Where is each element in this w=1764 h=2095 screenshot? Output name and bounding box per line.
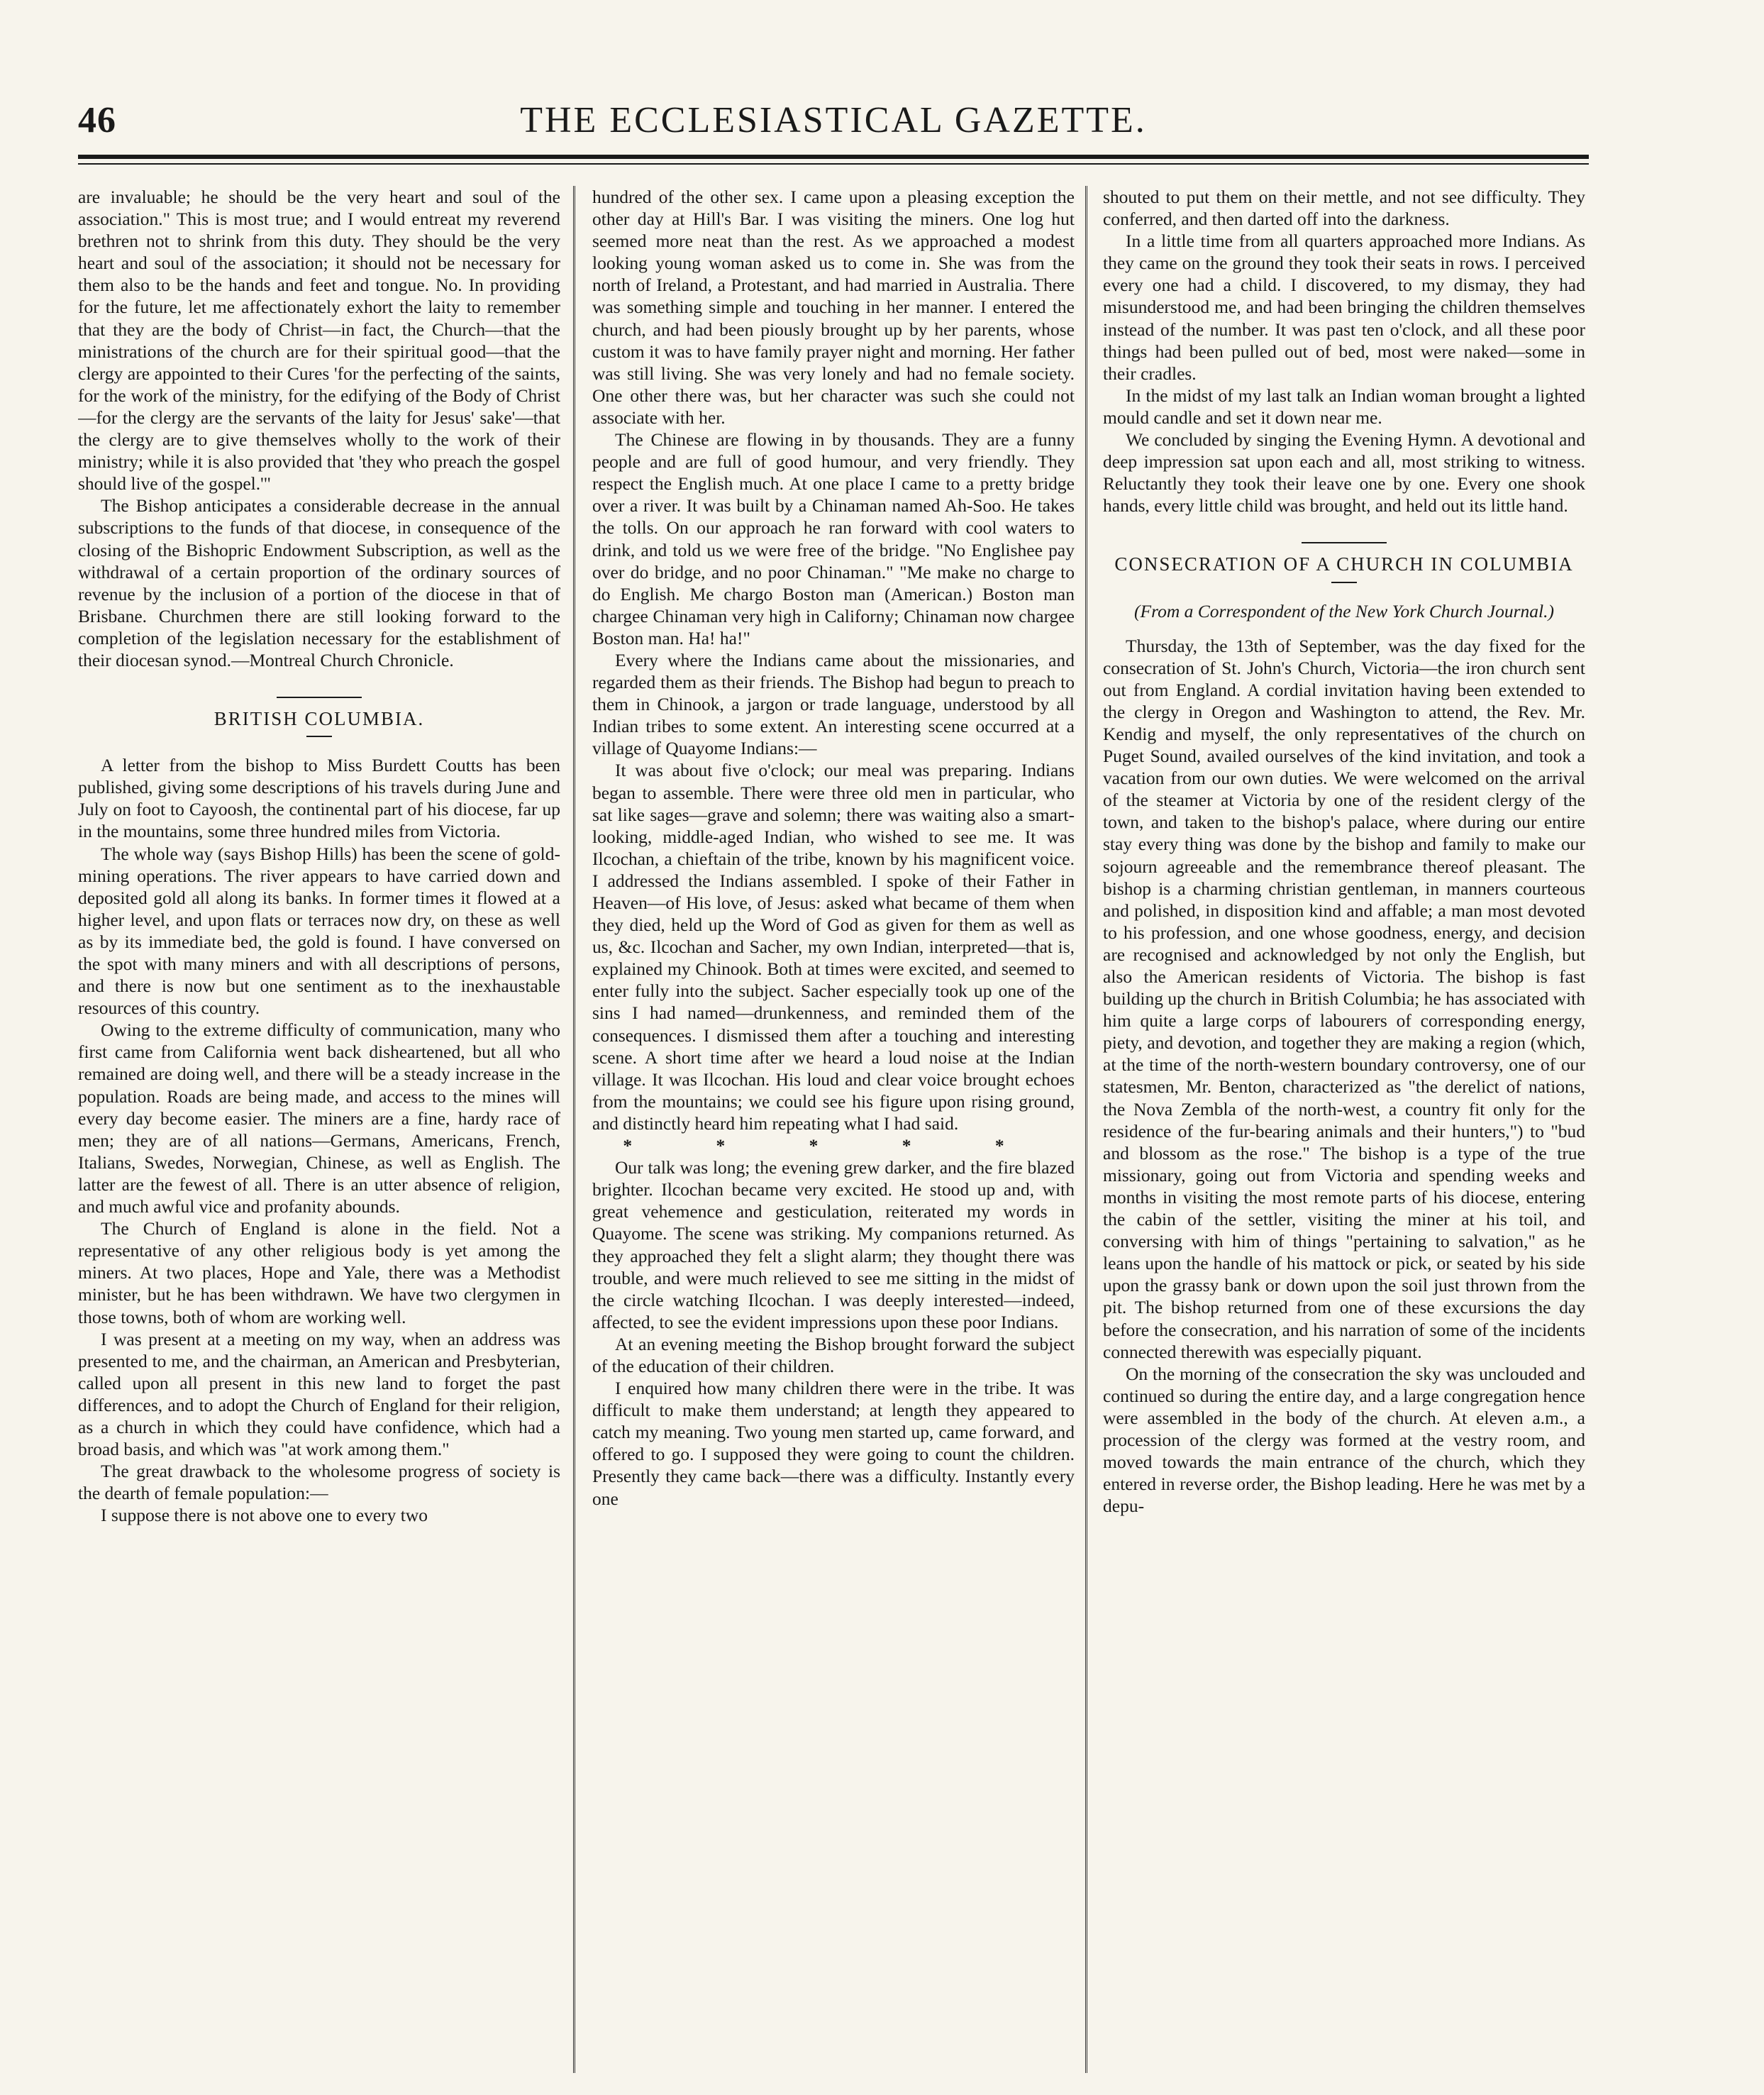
section-divider xyxy=(277,697,362,698)
spacer xyxy=(1103,622,1585,635)
paragraph: We concluded by singing the Evening Hymn. A devotional and deep impression sat upon each and all, most striking to witness. Reluctantly they took their leave one by one. Every one shook hands, every little child was brought, and held out its little hand. xyxy=(1103,429,1585,516)
heading-underline xyxy=(306,736,332,737)
paragraph: A letter from the bishop to Miss Burdett Coutts has been published, giving some descriptions of his travels during June and July on foot to Cayoosh, the continental part of his diocese, far up in the mountains, some three hundred miles from Victoria. xyxy=(78,755,560,842)
paragraph: At an evening meeting the Bishop brought forward the subject of the education of their children. xyxy=(592,1333,1075,1376)
paragraph: The great drawback to the wholesome progress of society is the dearth of female population:— xyxy=(78,1461,560,1504)
paragraph: I enquired how many children there were in the tribe. It was difficult to make them understand; at length they appeared to catch my meaning. Two young men started up, came forward, and offered to go. I supposed they were going to count the children. Presently they came back—there was a difficulty. Instantly every one xyxy=(592,1378,1075,1509)
section-divider xyxy=(1302,542,1387,543)
paragraph: I was present at a meeting on my way, when an address was presented to me, and the chairman, an American and Presbyterian, called upon all present in this new land to forget the past differences, and to adopt the Church of England for their religion, as a church in which they could have confidence, which had a broad basis, and which was "at work among them." xyxy=(78,1328,560,1460)
article-byline: (From a Correspondent of the New York Church Journal.) xyxy=(1134,600,1554,621)
paragraph: The whole way (says Bishop Hills) has been the scene of gold-mining operations. The river appears to have carried down and deposited gold all along its banks. In former times it flowed at a higher level, and upon flats or terraces now dry, on these as well as by its immediate bed, the gold is found. I have conversed on the spot with many miners and with all descriptions of persons, and there is now but one sentiment as to the inexhaustable resources of this country. xyxy=(78,843,560,1019)
column-right xyxy=(1103,186,1585,2087)
masthead xyxy=(78,99,1589,149)
paragraph: shouted to put them on their mettle, and not see difficulty. They conferred, and then darted off into the darkness. xyxy=(1103,187,1585,230)
paragraph: In the midst of my last talk an Indian woman brought a lighted mould candle and set it down near me. xyxy=(1103,385,1585,428)
paragraph: hundred of the other sex. I came upon a pleasing exception the other day at Hill's Bar. I was visiting the miners. One log hut seemed more neat than the rest. As we approached a modest looking young woman asked us to come in. She was from the north of Ireland, a Protestant, and had married in Australia. There was something simple and touching in her manner. I entered the church, and had been piously brought up by her parents, whose custom it was to have family prayer night and morning. Her father was still living. She was very lonely and had no female society. One other there was, but her character was such she could not associate with her. xyxy=(592,187,1075,428)
section-break-stars: * * * * * xyxy=(623,1135,1044,1156)
paragraph: Owing to the extreme difficulty of communication, many who first came from California went back disheartened, but all who remained are doing well, and there will be a steady increase in the population. Roads are being made, and access to the mines will every day become easier. The miners are a fine, hardy race of men; they are of all nations—Germans, Americans, French, Italians, Swedes, Norwegian, Chinese, as well as English. The latter are the fewest of all. There is an utter absence of religion, and much awful vice and profanity abounds. xyxy=(78,1019,560,1217)
paragraph: Our talk was long; the evening grew darker, and the fire blazed brighter. Ilcochan became very excited. He stood up and, with great vehemence and gesticulation, reiterated my words in Quayome. The scene was striking. My companions returned. As they approached they felt a slight alarm; they thought there was trouble, and were much relieved to see me sitting in the midst of the circle watching Ilcochan. I was deeply interested—indeed, affected, to see the evident impressions upon these poor Indians. xyxy=(592,1157,1075,1332)
paragraph: The Chinese are flowing in by thousands. They are a funny people and are full of good humour, and very friendly. They respect the English much. At one place I came to a pretty bridge over a river. It was built by a Chinaman named Ah-Soo. He takes the tolls. On our approach he ran forward with cool waters to drink, and told us we were free of the bridge. "No Englishee pay over do bridge, and no poor Chinaman." "Me make no charge to do English. Me chargo Boston man (American.) Boston man chargee Chinaman very high in Californy; Chinaman now chargee Boston man. Ha! ha!" xyxy=(592,429,1075,648)
masthead-rule-thin xyxy=(78,163,1589,165)
masthead-rule-thick xyxy=(78,155,1589,159)
paragraph: Every where the Indians came about the missionaries, and regarded them as their friends. The Bishop had begun to preach to them in Chinook, a jargon or trade language, understood by all Indian tribes to some extent. An interesting scene occurred at a village of Quayome Indians:— xyxy=(592,649,1075,759)
section-heading-consecration: CONSECRATION OF A CHURCH IN COLUMBIA xyxy=(1114,553,1574,575)
paragraph: The Bishop anticipates a considerable decrease in the annual subscriptions to the funds of that diocese, in consequence of the closing of the Bishopric Endowment Subscription, as well as the withdrawal of a certain proportion of the ordinary sources of revenue by the inclusion of a portion of the diocese in that of Brisbane. Churchmen there are still looking forward to the completion of the legislation necessary for the establishment of their diocesan synod.—Montreal Church Chronicle. xyxy=(78,495,560,670)
section-heading-british-columbia: BRITISH COLUMBIA. xyxy=(213,708,425,730)
heading-underline xyxy=(1331,582,1357,583)
paragraph: It was about five o'clock; our meal was preparing. Indians began to assemble. There were three old men in particular, who sat like sages—grave and solemn; there was waiting also a smart-looking, middle-aged Indian, who wished to see me. It was Ilcochan, a chieftain of the tribe, known by his magnificent voice. I addressed the Indians assembled. I spoke of their Father in Heaven—of His love, of Jesus: asked what became of them when they died, held up the Word of God as given for them as well as us, &c. Ilcochan and Sacher, my own Indian, interpreted—that is, explained my Chinook. Both at times were excited, and seemed to enter fully into the subject. Sacher especially took up one of the sins I had named—drunkenness, and reminded them of the consequences. I dismissed them after a touching and interesting scene. A short time after we heard a loud noise at the Indian village. It was Ilcochan. His loud and clear voice brought echoes from the mountains; we could see his figure upon rising ground, and distinctly heard him repeating what I had said. xyxy=(592,760,1075,1134)
paragraph: In a little time from all quarters approached more Indians. As they came on the ground they took their seats in rows. I perceived every one had a child. I discovered, to my dismay, they had misunderstood me, and had been bringing the children themselves instead of the number. It was past ten o'clock, and all these poor things had been pulled out of bed, most were naked—some in their cradles. xyxy=(1103,231,1585,384)
page-number: 46 xyxy=(78,100,116,140)
column-middle xyxy=(592,186,1075,2087)
paragraph: are invaluable; he should be the very heart and soul of the association." This is most true; and I would entreat my reverend brethren not to shrink from this duty. They should be the very heart and soul of the association; it should not be necessary for them also to be the hands and feet and tongue. No. In providing for the future, let me affectionately exhort the laity to remember that they are the body of Christ—in fact, the Church—that the ministrations of the church are for their spiritual good—that the clergy are appointed to their Cures 'for the perfecting of the saints, for the work of the ministry, for the edifying of the Body of Christ—for the clergy are the servants of the laity for Jesus' sake'—that the clergy are to give themselves wholly to the work of their ministry; while it is also provided that 'they who preach the gospel should live of the gospel.'" xyxy=(78,187,560,494)
publication-title: THE ECCLESIASTICAL GAZETTE. xyxy=(520,100,1147,140)
paragraph: I suppose there is not above one to every two xyxy=(101,1505,428,1526)
column-divider-left xyxy=(573,186,575,2073)
paragraph: On the morning of the consecration the sky was unclouded and continued so during the entire day, and a large congregation hence were assembled in the body of the church. At eleven a.m., a procession of the clergy was formed at the vestry room, and moved towards the main entrance of the church, which they entered in reverse order, the Bishop leading. Here he was met by a depu- xyxy=(1103,1363,1585,1517)
column-left xyxy=(78,186,560,2087)
paragraph: The Church of England is alone in the field. Not a representative of any other religious body is yet among the miners. At two places, Hope and Yale, there was a Methodist minister, but he has been withdrawn. We have two clergymen in those towns, both of whom are working well. xyxy=(78,1218,560,1327)
paragraph: Thursday, the 13th of September, was the day fixed for the consecration of St. John's Church, Victoria—the iron church sent out from England. A cordial invitation having been extended to the clergy in Oregon and Washington to attend, the Rev. Mr. Kendig and myself, the only representatives of the church on Puget Sound, availed ourselves of the kind invitation, and took a vacation from our own duties. We were welcomed on the arrival of the steamer at Victoria by one of the resident clergy of the town, and taken to the bishop's palace, where during our entire stay every thing was done by the bishop and family to make our sojourn agreeable and the remembrance thereof pleasant. The bishop is a charming christian gentleman, in manners courteous and polished, in disposition kind and affable; a man most devoted to his profession, and one whose goodness, energy, and decision are recognised and acknowledged by not only the English, but also the American residents of Victoria. The bishop is fast building up the church in British Columbia; he has associated with him quite a large corps of labourers of corresponding energy, piety, and devotion, and together they are making a region (which, at the time of the north-western boundary controversy, one of our statesmen, Mr. Benton, characterized as "the derelict of nations, the Nova Zembla of the north-west, a country fit only for the residence of the fur-bearing animals and their hunters,") to "bud and blossom as the rose." The bishop is a type of the true missionary, going out from Victoria and spending weeks and months in visiting the most remote parts of his diocese, entering the cabin of the settler, visiting the miner at his toil, and conversing with him of things "pertaining to salvation," as he leans upon the handle of his mattock or pick, or seated by his side upon the grassy bank or down upon the soil just thrown from the pit. The bishop returned from one of these excursions the day before the consecration, and his narration of some of the incidents connected therewith was especially piquant. xyxy=(1103,635,1585,1362)
column-divider-right xyxy=(1085,186,1087,2073)
